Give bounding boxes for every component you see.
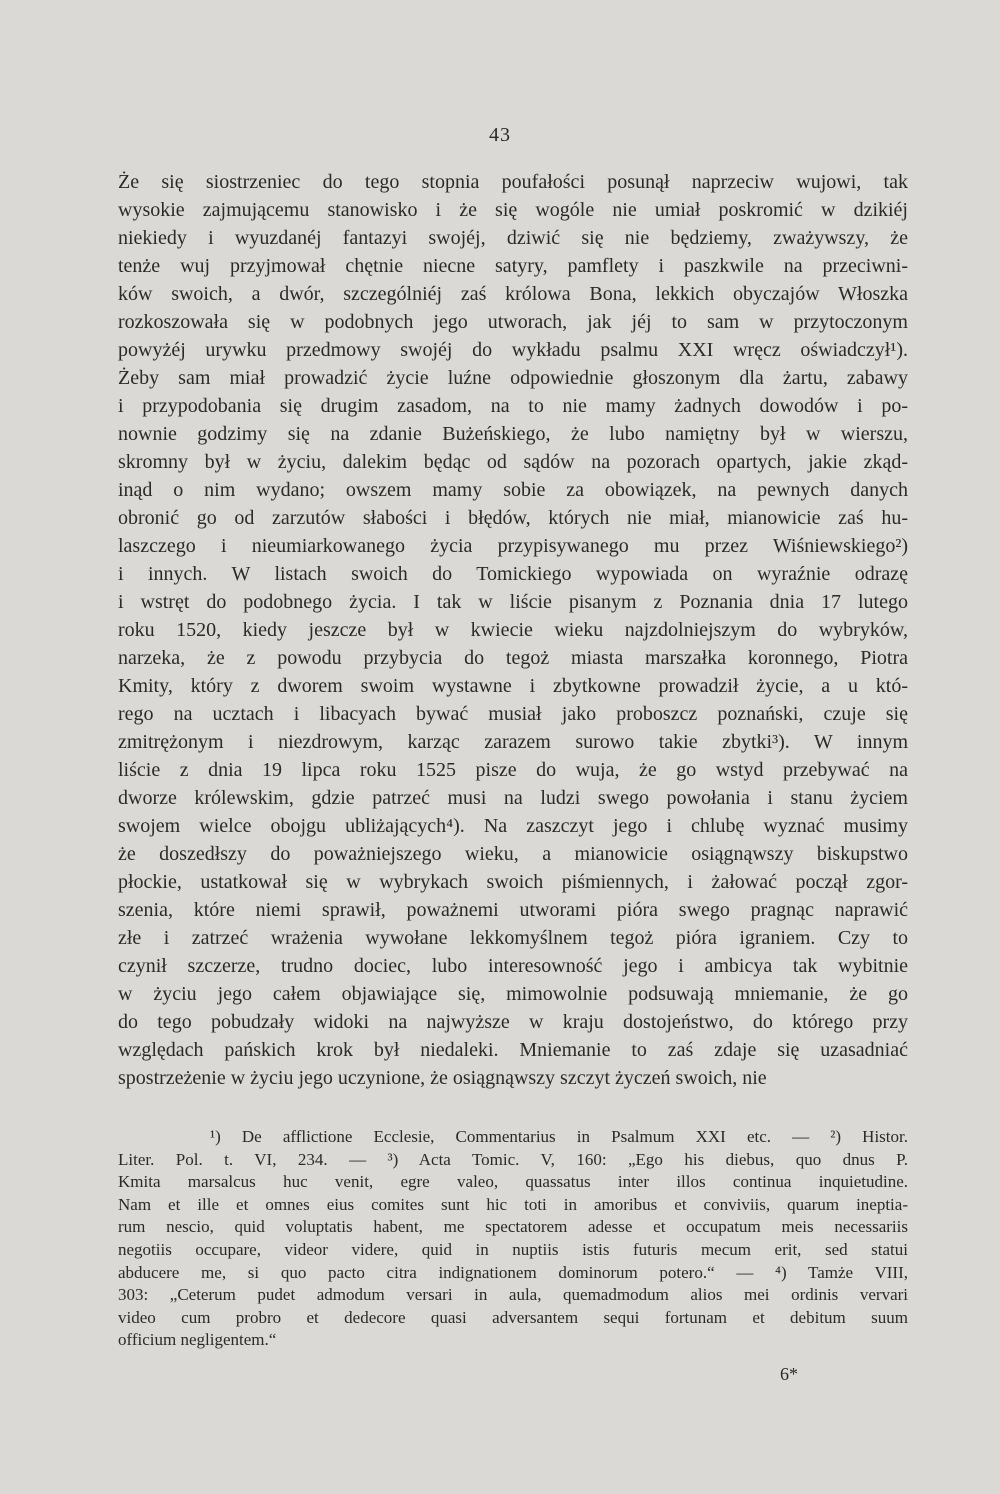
- footnote-line: video cum probro et dedecore quasi adversantem sequi fortunam et debitum suum: [118, 1307, 908, 1327]
- body-line: zmitrężonym i niezdrowym, karząc zarazem surowo takie zbytki³). W innym: [118, 731, 908, 753]
- body-line: roku 1520, kiedy jeszcze był w kwiecie wieku najzdolniejszym do wybryków,: [118, 619, 908, 641]
- page-number: 43: [489, 124, 511, 146]
- body-line: liście z dnia 19 lipca roku 1525 pisze do wuja, że go wstyd przebywać na: [118, 759, 908, 781]
- body-line: Kmity, który z dworem swoim wystawne i zbytkowne prowadził życie, a u któ-: [118, 675, 908, 697]
- footnote-line: 303: „Ceterum pudet admodum versari in aula, quemadmodum alios mei ordinis vervari: [118, 1285, 908, 1305]
- body-line: Że się siostrzeniec do tego stopnia poufałości posunął naprzeciw wujowi, tak: [118, 171, 908, 193]
- footnote-line: ¹) De afflictione Ecclesie, Commentarius in Psalmum XXI etc. — ²) Histor.: [210, 1127, 908, 1146]
- footnote-line: Liter. Pol. t. VI, 234. — ³) Acta Tomic. V, 160: „Ego his diebus, quo dnus P.: [118, 1149, 908, 1169]
- body-line: Żeby sam miał prowadzić życie luźne odpowiednie głoszonym dla żartu, zabawy: [118, 367, 908, 389]
- body-line: czynił szczerze, trudno dociec, lubo interesowność jego i ambicya tak wybitnie: [118, 955, 908, 977]
- body-line: że doszedłszy do poważniejszego wieku, a mianowicie osiągnąwszy biskupstwo: [118, 843, 908, 865]
- body-line: tenże wuj przyjmował chętnie niecne satyry, pamflety i paszkwile na przeciwni-: [118, 255, 908, 277]
- body-line: i przypodobania się drugim zasadom, na to nie mamy żadnych dowodów i po-: [118, 395, 908, 417]
- footnote-line: negotiis occupare, videor videre, quid in nuptiis istis futuris mecum erit, sed statui: [118, 1239, 908, 1259]
- body-line: skromny był w życiu, dalekim będąc od sądów na pozorach opartych, jakie zkąd-: [118, 451, 908, 473]
- body-line: względach pańskich krok był niedaleki. Mniemanie to zaś zdaje się uzasadniać: [118, 1039, 908, 1061]
- body-line: ków swoich, a dwór, szczególniéj zaś królowa Bona, lekkich obyczajów Włoszka: [118, 283, 908, 305]
- body-line: złe i zatrzeć wrażenia wywołane lekkomyślnem tegoż pióra igraniem. Czy to: [118, 927, 908, 949]
- body-line: i wstręt do podobnego życia. I tak w liście pisanym z Poznania dnia 17 lutego: [118, 591, 908, 613]
- signature-mark: 6*: [780, 1364, 798, 1384]
- body-line: dworze królewskim, gdzie patrzeć musi na ludzi swego powołania i stanu życiem: [118, 787, 908, 809]
- footnotes: [118, 1126, 908, 1352]
- body-line: obronić go od zarzutów słabości i błędów, których nie miał, mianowicie zaś hu-: [118, 507, 908, 529]
- body-line: szenia, które niemi sprawił, poważnemi utworami pióra swego pragnąc naprawić: [118, 899, 908, 921]
- footnote-line: Kmita marsalcus huc venit, egre valeo, quassatus inter illos continua inquietudine.: [118, 1172, 908, 1192]
- body-line: i innych. W listach swoich do Tomickiego wypowiada on wyraźnie odrazę: [118, 563, 908, 585]
- body-text: [118, 168, 908, 1092]
- body-line: płockie, ustatkował się w wybrykach swoich piśmiennych, i żałować począł zgor-: [118, 871, 908, 893]
- body-line: rego na ucztach i libacyach bywać musiał jako proboszcz poznański, czuje się: [118, 703, 908, 725]
- body-line: laszczego i nieumiarkowanego życia przypisywanego mu przez Wiśniewskiego²): [118, 535, 908, 557]
- body-line: spostrzeżenie w życiu jego uczynione, że osiągnąwszy szczyt życzeń swoich, nie: [118, 1067, 767, 1089]
- body-line: wysokie zajmującemu stanowisko i że się wogóle nie umiał poskromić w dzikiéj: [118, 199, 908, 221]
- body-line: do tego pobudzały widoki na najwyższe w kraju dostojeństwo, do którego przy: [118, 1011, 908, 1033]
- footnote-line: Nam et ille et omnes eius comites sunt hic toti in amoribus et conviviis, quarum ineptia-: [118, 1194, 908, 1214]
- body-line: nownie godzimy się na zdanie Bużeńskiego, że lubo namiętny był w wierszu,: [118, 423, 908, 445]
- footnote-line: abducere me, si quo pacto citra indignationem dominorum potero.“ — ⁴) Tamże VIII,: [118, 1262, 908, 1282]
- footnote-line: rum nescio, quid voluptatis habent, me spectatorem adesse et occupatum meis necessariis: [118, 1217, 908, 1237]
- body-line: w życiu jego całem objawiające się, mimowolnie podsuwają mniemanie, że go: [118, 983, 908, 1005]
- body-line: rozkoszowała się w podobnych jego utworach, jak jéj to sam w przytoczonym: [118, 311, 908, 333]
- footnote-line: officium negligentem.“: [118, 1330, 277, 1350]
- body-line: powyżéj urywku przedmowy swojéj do wykładu psalmu XXI wręcz oświadczył¹).: [118, 339, 908, 361]
- body-line: inąd o nim wydano; owszem mamy sobie za obowiązek, na pewnych danych: [118, 479, 908, 501]
- body-line: narzeka, że z powodu przybycia do tegoż miasta marszałka koronnego, Piotra: [118, 647, 908, 669]
- body-line: niekiedy i wyuzdanéj fantazyi swojéj, dziwić się nie będziemy, zważywszy, że: [118, 227, 908, 249]
- body-line: swojem wielce obojgu ubliżających⁴). Na zaszczyt jego i chlubę wyznać musimy: [118, 815, 908, 837]
